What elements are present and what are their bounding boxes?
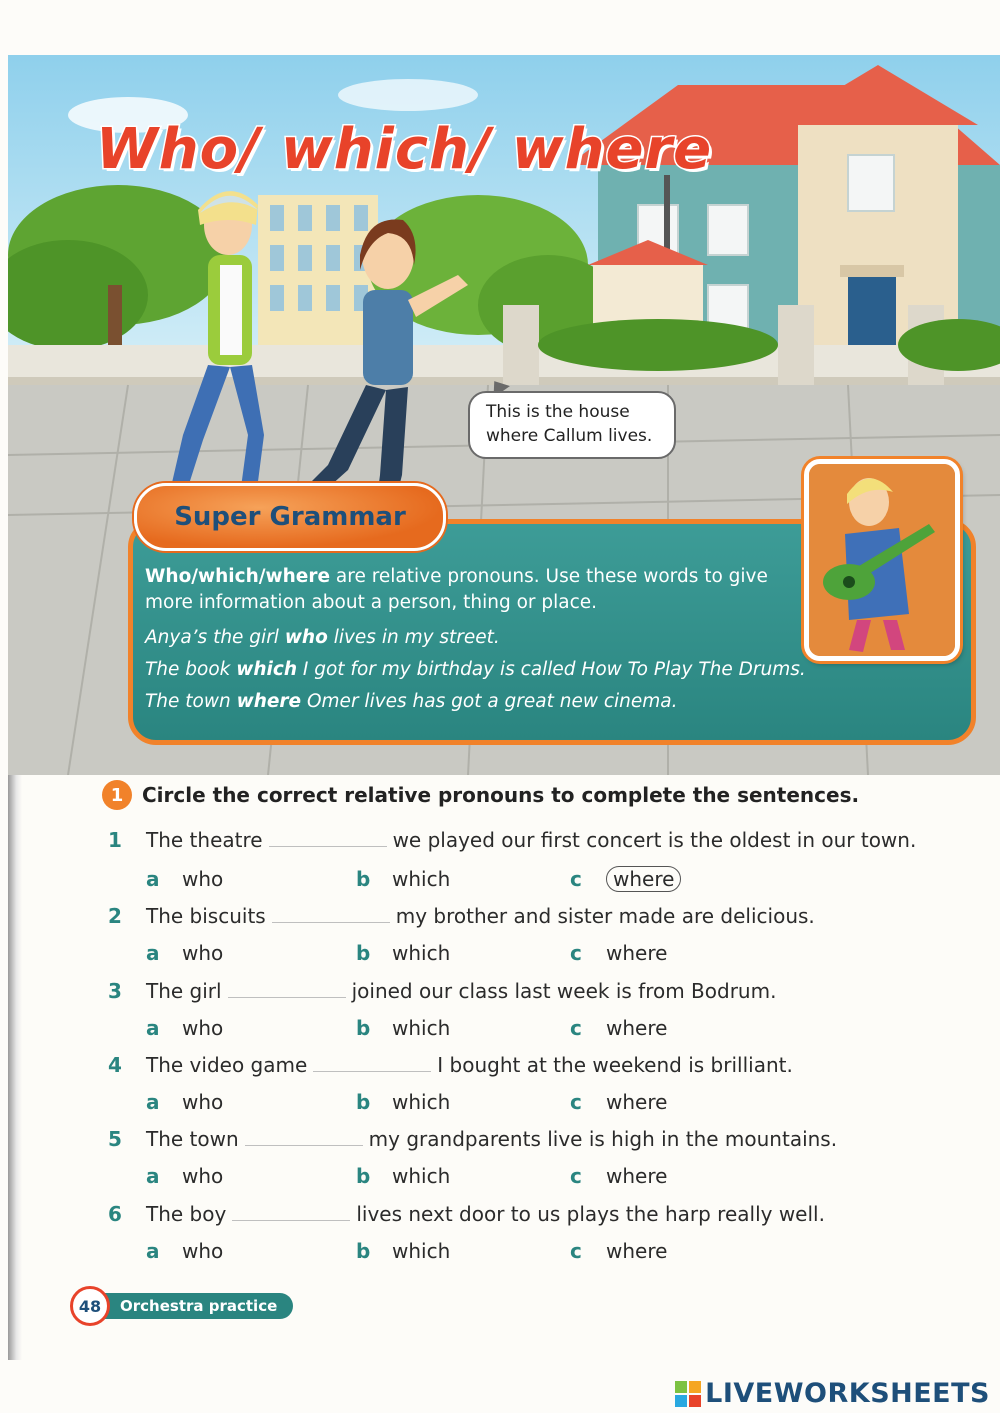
example-text: Anya’s the girl [145,627,285,648]
option-c[interactable] [570,867,681,891]
option-letter: c [570,1090,582,1114]
answer-blank[interactable] [232,1206,350,1221]
option-text: where [606,941,668,965]
option-a[interactable] [146,1164,223,1188]
super-grammar-heading: Super Grammar [174,502,406,532]
option-text: which [392,1016,451,1040]
guitar-girl-icon [809,464,955,656]
option-a[interactable] [146,1090,223,1114]
option-a[interactable] [146,1016,223,1040]
example-keyword: where [236,691,302,712]
option-a[interactable] [146,867,223,891]
exercise-instruction: Circle the correct relative pronouns to complete the sentences. [142,783,860,807]
page-title: Who/ which/ where [96,117,713,182]
answer-blank[interactable] [245,1131,363,1146]
question-number: 5 [108,1127,122,1151]
option-letter: c [570,941,582,965]
question-4 [108,1053,793,1077]
option-text: where [606,1239,668,1263]
option-text: which [392,941,451,965]
grammar-example-1 [145,625,500,651]
speech-bubble: This is the house where Callum lives. [468,391,676,459]
example-text: The book [145,659,237,680]
option-text: who [182,941,224,965]
option-letter: b [356,941,371,965]
question-number: 2 [108,904,122,928]
answer-blank[interactable] [269,832,387,847]
option-letter: a [146,1239,160,1263]
option-letter: a [146,1164,160,1188]
answer-blank[interactable] [313,1057,431,1072]
option-b[interactable] [356,1164,450,1188]
option-letter: c [570,867,582,891]
option-b[interactable] [356,1090,450,1114]
example-text: lives in my street. [327,627,500,648]
option-letter: b [356,1016,371,1040]
option-a[interactable] [146,941,223,965]
example-text: I got for my birthday is called How To Play The Drums. [297,659,806,680]
example-keyword: which [236,659,298,680]
question-text-before: The video game [146,1053,308,1077]
option-text: who [182,1016,224,1040]
worksheet-page [8,55,1000,1360]
unit-title: Orchestra practice [102,1293,293,1319]
option-b[interactable] [356,1016,450,1040]
option-letter: a [146,1090,160,1114]
option-text: which [392,1164,451,1188]
option-b[interactable] [356,867,450,891]
option-text: which [392,1239,451,1263]
liveworksheets-brand [675,1378,990,1409]
question-text-before: The boy [146,1202,227,1226]
option-c[interactable] [570,1164,667,1188]
option-text: who [182,1164,224,1188]
option-text: who [182,1239,224,1263]
option-letter: a [146,1016,160,1040]
example-text: The town [145,691,237,712]
question-6 [108,1202,825,1226]
option-b[interactable] [356,1239,450,1263]
question-text-after: I bought at the weekend is brilliant. [437,1053,793,1077]
option-c[interactable] [570,1016,667,1040]
question-2 [108,904,815,928]
question-3 [108,979,776,1003]
option-b[interactable] [356,941,450,965]
option-letter: c [570,1164,582,1188]
liveworksheets-logo-icon [675,1381,701,1407]
option-c[interactable] [570,1090,667,1114]
option-text: who [182,867,224,891]
grammar-rule-keywords: Who/which/where [145,566,331,587]
grammar-example-2 [145,657,806,683]
page-number: 48 [70,1286,110,1326]
example-text: Omer lives has got a great new cinema. [301,691,678,712]
question-text-before: The theatre [146,828,263,852]
question-number: 4 [108,1053,122,1077]
grammar-rule-text: are relative pronouns. Use these words to give more information about a person, thing or place. [145,566,768,613]
question-text-after: lives next door to us plays the harp really well. [356,1202,825,1226]
option-letter: c [570,1016,582,1040]
answer-blank[interactable] [272,908,390,923]
option-text: where [606,1016,668,1040]
question-5 [108,1127,837,1151]
answer-blank[interactable] [228,983,346,998]
option-letter: b [356,867,371,891]
grammar-example-3 [145,689,678,715]
option-letter: b [356,1164,371,1188]
option-text: which [392,867,451,891]
question-number: 6 [108,1202,122,1226]
super-grammar-heading-badge [134,483,446,551]
page-footer [70,1286,293,1326]
question-text-after: my grandparents live is high in the mountains. [368,1127,838,1151]
option-letter: a [146,867,160,891]
option-c[interactable] [570,941,667,965]
option-text: where [606,1090,668,1114]
guitarist-illustration [804,459,960,661]
option-a[interactable] [146,1239,223,1263]
option-text: which [392,1090,451,1114]
question-number: 1 [108,828,122,852]
question-text-after: joined our class last week is from Bodrum. [351,979,777,1003]
option-letter: c [570,1239,582,1263]
question-text-after: my brother and sister made are delicious. [395,904,815,928]
question-text-before: The town [146,1127,239,1151]
option-text-circled: where [606,866,681,892]
question-text-before: The girl [146,979,222,1003]
question-number: 3 [108,979,122,1003]
option-letter: a [146,941,160,965]
option-text: where [606,1164,668,1188]
option-letter: b [356,1090,371,1114]
question-text-before: The biscuits [146,904,266,928]
exercise-number-badge: 1 [102,780,132,810]
liveworksheets-wordmark: LIVEWORKSHEETS [705,1378,990,1409]
option-text: who [182,1090,224,1114]
example-keyword: who [284,627,328,648]
option-letter: b [356,1239,371,1263]
option-c[interactable] [570,1239,667,1263]
question-1 [108,828,916,852]
grammar-rule [145,564,785,616]
question-text-after: we played our first concert is the oldest in our town. [392,828,917,852]
exercise-heading [102,780,859,810]
